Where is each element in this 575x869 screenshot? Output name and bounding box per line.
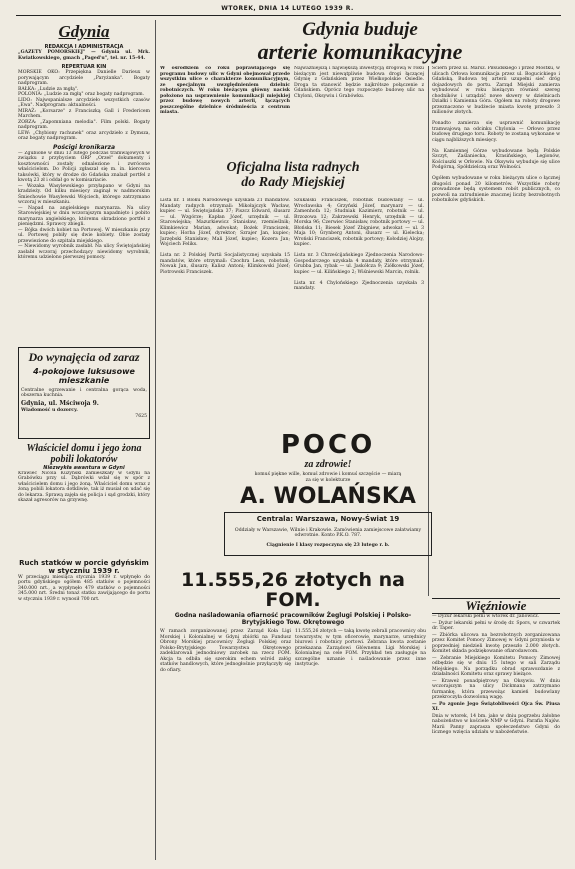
council-col2-text: Szukalski Franciszek, robotnik budowlany — ul. Wrocławska 4; Grzyński Józef, marynarz — ul. Zamenhofa 12; Studniak Kazimierz, robotnik — ul. Brzozowa 12; Zakrzewski Henryk, urzędnik — ul. Morska 96; Czerwiec Stanisław, robotnik portowy — ul. Błońska 11; Biesek Józef Zbigniew, adwokat — ul. 3 Maja 10; Grynberg Antoni, ślusarz — ul. Kielecka; Wroński Franciszek, robotnik portowy; Kołodziej Alojzy, kupiec. Lista nr. 3 Chrześcijańskiego Zjednoczenia Narodowo-Gospodarczego uzyskała 4 mandaty, które otrzymali: Grubba Jan, rybak — ul. Jaskółcza 9; Ziółkowski Józef, kupiec — ul. Kilińskiego 2; Wiśniewski Marcin, rolnik. Lista nr. 4 Chylońskiego Zjednoczenia uzyskała 3 mandaty. bbox=[294, 198, 424, 291]
lottery-ad-date: Ciągnienie I klasy rozpoczyna się 23 lutego r. b. bbox=[266, 543, 390, 549]
lottery-ad-address: Centrala: Warszawa, Nowy-Świat 19 bbox=[256, 515, 400, 523]
right-lower-column bbox=[432, 598, 560, 860]
ruch-text: W przeciągu miesiąca stycznia 1939 r. wpłynęło do portu gdyńskiego ogółem 485 statków o pojemności 340.000 nrt., a wypłynęło 479 statków o pojemności 345.000 nrt. Średni tonaż statku zawijającego do portu w styczniu 1939 r. wynosił 700 nrt. bbox=[18, 574, 150, 602]
council-col2 bbox=[294, 198, 424, 428]
arterie-col3-text: Ściern przez ul. Marsz. Piłsudskiego i przez Mostku, w ulicach Orłowa komunikacja przez ul. Bogucickiego i Gdańską. Budowa tej arterii uzupełni sieć dróg dojazdowych do portu. Zarząd Miejski zamierza wybudować w roku bieżącym również szereg chodników i urządzić nowe skwery w dzielnicach Działki i Kamienna Góra. Ogółem na roboty drogowe przeznaczono w budżecie miasta kwotę przeszło 3 milionów złotych. Ponadto zamierza się usprawnić komunikację tramwajową na odcinku Chylonia — Orłowo przez budowę drugiego toru. Roboty te zostaną wykonane w ciągu najbliższych miesięcy. Na Kamiennej Górze wybudowane będą Polskie Szczyt, Zaślaniecka, Krasińskiego, Legionów, Kościuszki w Orłowie. Na Oksywiu wybuduje się ulice Podgórną, Spółdzielczą oraz Wolności. Ogółem wybudowane w roku bieżącym ulice o łącznej długości ponad 20 kilometrów. Wszystkie roboty prowadzone będą systemem robót publicznych, co pozwoli na zatrudnienie znacznej liczby bezrobotnych robotników gdyńskich. bbox=[432, 66, 560, 203]
lottery-ad-name: A. WOLAŃSKA bbox=[240, 484, 416, 509]
ruch-headline: Ruch statków w porcie gdyńskim w styczniu 1939 r. bbox=[19, 558, 149, 575]
lottery-ad-body: komuś piękne wille, komuś zdrowie i komuś szczęście — miarą za się w kolekturze bbox=[254, 472, 402, 483]
notice-2: — Dyżur lekarski pełni w środę dr. Spors, w czwartek dr. Taper. bbox=[432, 620, 560, 631]
fom-article bbox=[160, 570, 426, 860]
owner-text: Krawiec Nicola Kużyński zamieszkały w Gdyni na Grabówku przy ul. Dąbrówki wdał się w spór z właścicielem domu i jego żoną. Właściciel domu wraz z żoną pobili lokatora dotkliwie, tak iż musiał on udać się do lekarza. Sprawą zajęła się policja i sąd grodzki, który skazał agresorów na grzywnę. bbox=[18, 470, 150, 503]
dateline: WTOREK, DNIA 14 LUTEGO 1939 R. bbox=[221, 5, 354, 12]
council-col1 bbox=[160, 198, 290, 428]
owner-subheadline: Niezwykła awantura w Gdyni bbox=[43, 464, 125, 471]
rental-ad-body: Centralne ogrzewanie i centralna gorąca woda, obszerna kuchnia. bbox=[21, 387, 147, 398]
fom-col1-text: W ramach zorganizowanej przez Zarząd Koła Ligi Morskiej i Kolonialnej w Gdyni zbiórki na Fundusz Obrony Morskiej pracownicy Żeglugi Polskiej oraz Polsko-Brytyjskiego Towarzystwa Okrętowego zadeklarowali jednodniowy zarobek na rzecz FOM. Akcja ta odbiła się szerokim echem wśród załóg statków handlowych, które jednogłośnie przyłączyły się do ofiary. bbox=[160, 629, 291, 673]
lottery-ad-footer bbox=[224, 512, 432, 556]
arterie-col3 bbox=[432, 66, 560, 594]
rental-ad bbox=[18, 347, 150, 439]
lottery-ad-title: POCO bbox=[280, 430, 376, 460]
kronika-heading: Pościgi kronikarza bbox=[52, 143, 116, 151]
fom-col2-text: 11.555,26 złotych — taką kwotę zebrali pracownicy obu towarzystw, w tym oficerowie, marynarze, urzędnicy biurowi i robotnicy portowi. Zebrana kwota zostanie przekazana Zarządowi Głównemu Ligi Morskiej i Kolonialnej na cele FOM. Przykład ten zasługuje na szczególne uznanie i naśladowanie przez inne instytucje. bbox=[295, 629, 426, 667]
notice-1: — Dyżur lekarski pełni w wtorek dr. Janowicz. bbox=[432, 614, 540, 619]
rental-ad-number: 7625 bbox=[135, 414, 147, 419]
left-column bbox=[18, 22, 150, 860]
column-divider-left bbox=[155, 20, 156, 860]
lottery-ad bbox=[224, 432, 432, 566]
arterie-col1-text: W ośrodkiem co roku poprawiającego się programu budowy ulic w Gdyni obejmował przede wszystkim ulice o charakterze komunikacyjnym, ze specjalnym uwzględnieniem dzielnic robotniczych. W roku bieżącym główny nacisk położono na usprawnienie komunikacji miejskiej przez budowę nowych arterii, łączących poszczególne dzielnice śródmieścia z centrum miasta. bbox=[160, 66, 290, 115]
gazeta-address: „GAZETY POMORSKIEJ" — Gdynia ul. Mrk. Kwiatkowskiego, gmach „Paged'u", tel. nr. 15-44. bbox=[18, 50, 150, 61]
kronika-text: — Zgubione w dniu 13 lutego podczas tramwajowych w związku z przybyciem ORP „Orzeł" dokumenty i kosztowności zostały odnalezione i zwrócone właścicielom. Do Policji zgłaszał się m. in. kierowca taksówki, który w drodze do Gdańska znalazł portfel z kwotą 23 zł i oddał go w komisariacie. — Wozaka Wasylewskiego przyłapano w Gdyni na kradzieży. Od kilku miesięcy zaginął w nadmorskim Śmiechowie Wasylewski Wojciech, którego zatrzymano wczoraj w mieszkaniu. — Napad na angielskiego marynarza. Na ulicy Starowiejskiej w dniu wczorajszym napadnięto i pobito marynarza angielskiego, któremu skradziono portfel z pieniędzmi. Sprawcy zbiegli. — Bójka dwóch kobiet na Portowej. W mieszkaniu przy ul. Portowej pobiły się dwie kobiety. Obie zostały przewiezione do szpitala miejskiego. — Niewidomy wyrobnik zasłabł. Na ulicy Świętojańskiej zasłabł wczoraj przechodzący niewidomy wyrobnik, któremu udzielono pierwszej pomocy. bbox=[18, 150, 150, 260]
lottery-ad-branches: Oddziały w Warszawie, Wilnie i Krakowie. Zamówienia zamiejscowe załatwiamy odwrotnie. Konto P.K.O. 787. bbox=[234, 527, 422, 539]
main-title-line2: arterie komunikacyjne bbox=[257, 39, 463, 64]
main-headline bbox=[160, 20, 560, 64]
repertuar-heading: REPERTUAR KIN bbox=[61, 64, 107, 70]
redakcja-heading: REDAKCJA I ADMINISTRACJA bbox=[44, 44, 124, 50]
arterie-col1 bbox=[160, 66, 290, 158]
notice-6: — Po zgonie Jego Świątobliwości Ojca Św. Piusa XI. bbox=[432, 701, 560, 712]
council-title-line2: do Rady Miejskiej bbox=[241, 175, 345, 190]
main-title-line1: Gdynia buduje bbox=[302, 20, 418, 40]
fom-subheadline: Godna naśladowania ofiarność pracowników Żeglugi Polskiej i Polsko-Brytyjskiego Tow. Okrętowego bbox=[174, 612, 412, 626]
wiezienie-heading: Więźniowie bbox=[432, 598, 560, 614]
arterie-col2-text: Najważniejszą i największą inwestycją drogową w roku bieżącym jest niewątpliwie budowa drogi łączącej Gdynię z Gdańskiem przez Wielkopolskie Osiedle. Droga ta stanowić będzie najkrótsze połączenie z Gdańskiem. Oprócz tego rozpoczęto budowę ulic na Chyloni, Oksywiu i Grabówku. bbox=[294, 66, 424, 99]
fom-headline: 11.555,26 złotych na FOM. bbox=[181, 570, 405, 611]
rental-ad-address: Gdynia, ul. Mściwoja 9. bbox=[21, 399, 99, 407]
notice-4: — Zebranie Miejskiego Komitetu Pomocy Zimowej odbędzie się w dniu 15 lutego w sali Zarządu Miejskiego. Na porządku obrad sprawozdanie z działalności Komitetu oraz sprawy bieżące. bbox=[432, 655, 560, 677]
council-col1-text: Lista nr. 1 Bloku Narodowego uzyskała 21 mandatów. Mandaty radnych otrzymali: Mikołajczyk Wacław, kupiec — ul. Świętojańska 37; Piszcz Edward, ślusarz — ul. Wzgórze; Kapłan Józef, urzędnik — ul. Starowiejska; Mazurkiewicz Stanisław, rzemieślnik; Klimkiewicz Marian, adwokat; Bożek Franciszek, kupiec; Horba Józef, dyrektor; Szrajer Jan, kupiec; Jarzębski Stanisław; Mali Józef, kupiec; Kozera Jan; Wojciech Feliks. Lista nr. 2 Polskiej Partii Socjalistycznej uzyskała 15 mandatów, które otrzymali: Czochra Leon, robotnik; Nowak Jan, ślusarz; Kalisz Antoni; Klimkowski Józef; Piotrowski Franciszek. bbox=[160, 198, 290, 275]
owner-headline: Właściciel domu i jego żona pobili lokatorów bbox=[26, 442, 142, 465]
notice-3: — Zbiórka ulicowa na bezrobotnych zorganizowana przez Komitet Pomocy Zimowej w Gdyni przyniosła w poprzedniej niedzieli kwotę przeszło 2.000 złotych. Komitet składa podziękowanie ofiarodawcom. bbox=[432, 632, 560, 654]
rental-ad-subtitle: 4-pokojowe luksusowe mieszkanie bbox=[33, 366, 135, 385]
council-title-line1: Oficjalna lista radnych bbox=[226, 160, 360, 175]
rental-ad-title: Do wynajęcia od zaraz bbox=[28, 349, 140, 364]
repertuar-text: MORSKIE OKO: Przepiękna Danielle Darieux w porywającym arcydziele „Paryżanka". Bogaty nadprogram. BAŁKA: „Ludzie za mgłą". POLONIA: „Ludzie za mgłą" oraz bogaty nadprogram. LIDO: Najwspanialsze arcydzieło wszystkich czasów „Ewa". Nadprogram: aktualności. MIRAŻ: „Korsarze" z Franciszką Gall i Fredericem Marchem. ZORZA: „Zapomniana melodia". Film polski. Bogaty nadprogram. LEW: „Chybiony rachunek" oraz arcydzieło z Dymsza, oraz bogaty nadprogram. bbox=[18, 70, 150, 141]
notice-7: Dnia w wtorek, 14 bm. jako w dniu pogrzebu żałobne nabożeństwo w kościele NMP w Gdyni. Parafia Najśw. Marii Panny zaprasza społeczeństwo Gdyni do licznego wzięcia udziału w nabożeństwie. bbox=[432, 713, 560, 735]
arterie-col2 bbox=[294, 66, 424, 158]
masthead-gdynia: Gdynia bbox=[58, 22, 110, 41]
lottery-ad-subtitle: za zdrowie! bbox=[304, 459, 352, 470]
rental-ad-contact: Wiadomość u dozorcy. bbox=[21, 407, 78, 413]
notice-5: — Kraweż ponadpiętrowy na Oksywiu. W dniu wczorajszym na ulicy Dickmana zatrzymano furmankę, która przewożąc kamień budowlany przekroczyła dozwoloną wagę. bbox=[432, 678, 560, 700]
fom-body bbox=[160, 629, 426, 674]
header-rule bbox=[16, 15, 561, 16]
council-headline bbox=[160, 160, 426, 194]
